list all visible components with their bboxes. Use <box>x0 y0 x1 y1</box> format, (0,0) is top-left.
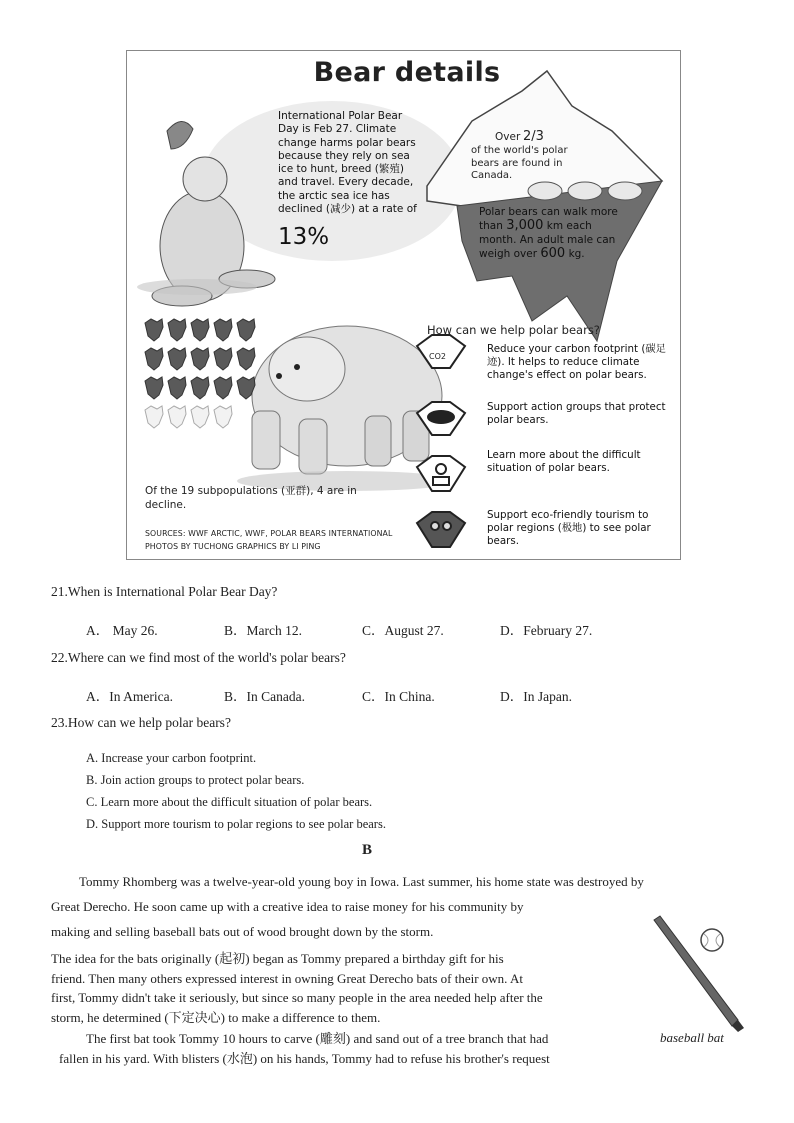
decline-rate: 13% <box>278 224 330 250</box>
sources-line: SOURCES: WWF ARCTIC, WWF, POLAR BEARS INTERNATIONAL <box>145 529 393 538</box>
co2-label: CO2 <box>429 352 446 361</box>
infographic-title: Bear details <box>313 57 501 88</box>
subpopulation-icon <box>145 348 163 370</box>
declining-subpopulation-icon <box>214 406 232 428</box>
q21-option-b: B．March 12. <box>224 623 302 638</box>
help-item-carbon: Reduce your carbon footprint (碳足迹). It helps to reduce climate change's effect on polar bears. <box>487 343 666 381</box>
passage-line-2: Great Derecho. He soon came up with a creative idea to raise money for his community by <box>51 899 524 914</box>
baseball-bat-caption: baseball bat <box>660 1030 724 1045</box>
q21-option-a: A． May 26. <box>86 623 158 638</box>
declining-subpopulation-icon <box>145 406 163 428</box>
passage-line-6: first, Tommy didn't take it seriously, but since so many people in the area needed help after the <box>51 990 543 1005</box>
q23-option-c: C. Learn more about the difficult situation of polar bears. <box>86 795 373 809</box>
q21-option-d: D．February 27. <box>500 623 593 638</box>
baseball-bat-icon <box>640 910 755 1050</box>
q21-option-c: C．August 27. <box>362 623 444 638</box>
subpopulation-icons <box>145 319 255 428</box>
passage-line-5: friend. Then many others expressed interest in owning Great Derecho bats of their own. At <box>51 971 523 986</box>
help-title: How can we help polar bears? <box>427 323 600 337</box>
infographic <box>126 50 681 560</box>
passage-line-7: storm, he determined (下定决心) to make a difference to them. <box>51 1010 381 1025</box>
help-item-action-groups: Support action groups that protect polar bears. <box>487 401 666 426</box>
subpopulation-icon <box>191 377 209 399</box>
baseball-icon <box>701 929 723 951</box>
declining-subpopulation-icon <box>168 406 186 428</box>
subpopulation-icon <box>168 377 186 399</box>
passage-line-8: The first bat took Tommy 10 hours to carve (雕刻) and sand out of a tree branch that had <box>86 1031 549 1046</box>
section-b-heading: B <box>362 842 373 858</box>
subpopulation-icon <box>145 377 163 399</box>
canada-fraction: 2/3 <box>523 129 544 144</box>
subpopulations-text: Of the 19 subpopulations (亚群), 4 are in decline. <box>145 485 357 511</box>
declining-subpopulation-icon <box>191 406 209 428</box>
walk-distance: 3,000 <box>506 218 544 234</box>
passage-line-4: The idea for the bats originally (起初) began as Tommy prepared a birthday gift for his <box>51 951 504 966</box>
subpopulation-icon <box>237 319 255 341</box>
q22-option-a: A．In America. <box>86 689 173 704</box>
question-23: 23.How can we help polar bears? <box>51 715 231 730</box>
help-item-tourism: Support eco-friendly tourism to polar regions (极地) to see polar bears. <box>487 509 651 547</box>
subpopulation-icon <box>237 348 255 370</box>
subpopulation-icon <box>214 348 232 370</box>
subpopulation-icon <box>145 319 163 341</box>
passage-line-9: fallen in his yard. With blisters (水泡) on his hands, Tommy had to refuse his brother's request <box>59 1051 550 1066</box>
q22-option-c: C．In China. <box>362 689 435 704</box>
walk-part1: Polar bears can walk more than <box>479 206 618 233</box>
canada-over-label: Over <box>495 131 521 143</box>
baseball-bat-image <box>640 910 755 1050</box>
photos-credit-line: PHOTOS BY TUCHONG GRAPHICS BY LI PING <box>145 542 321 551</box>
help-item-learn: Learn more about the difficult situation of polar bears. <box>487 449 641 474</box>
canada-text: of the world's polar bears are found in Canada. <box>471 145 568 182</box>
polar-bear-day-text: International Polar Bear Day is Feb 27. Climate change harms polar bears because they rely on sea ice to hunt, breed (繁殖) and travel. Every decade, the arctic sea ice has declined (减少) at a rate of <box>278 110 417 216</box>
subpopulation-icon <box>168 348 186 370</box>
q22-option-b: B．In Canada. <box>224 689 305 704</box>
fish-icon <box>167 121 193 149</box>
weight-unit: kg. <box>568 248 585 261</box>
q23-option-b: B. Join action groups to protect polar bears. <box>86 773 305 787</box>
question-22: 22.Where can we find most of the world's polar bears? <box>51 650 346 665</box>
passage-line-1: Tommy Rhomberg was a twelve-year-old young boy in Iowa. Last summer, his home state was destroyed by <box>79 874 644 889</box>
subpopulation-icon <box>191 319 209 341</box>
sources-credit <box>145 527 445 553</box>
question-21: 21.When is International Polar Bear Day? <box>51 584 278 599</box>
q23-option-a: A. Increase your carbon footprint. <box>86 751 257 765</box>
walk-text <box>479 206 629 262</box>
weight-value: 600 <box>540 246 566 262</box>
passage-line-3: making and selling baseball bats out of wood brought down by the storm. <box>51 924 434 939</box>
small-bears-icon <box>528 182 642 200</box>
subpopulation-icon <box>214 319 232 341</box>
subpopulation-icon <box>214 377 232 399</box>
q23-option-d: D. Support more tourism to polar regions to see polar bears. <box>86 817 386 831</box>
q22-option-d: D．In Japan. <box>500 689 572 704</box>
subpopulation-icon <box>168 319 186 341</box>
subpopulation-icon <box>191 348 209 370</box>
walk-part2: km each month. An adult male can weigh over <box>479 220 616 261</box>
